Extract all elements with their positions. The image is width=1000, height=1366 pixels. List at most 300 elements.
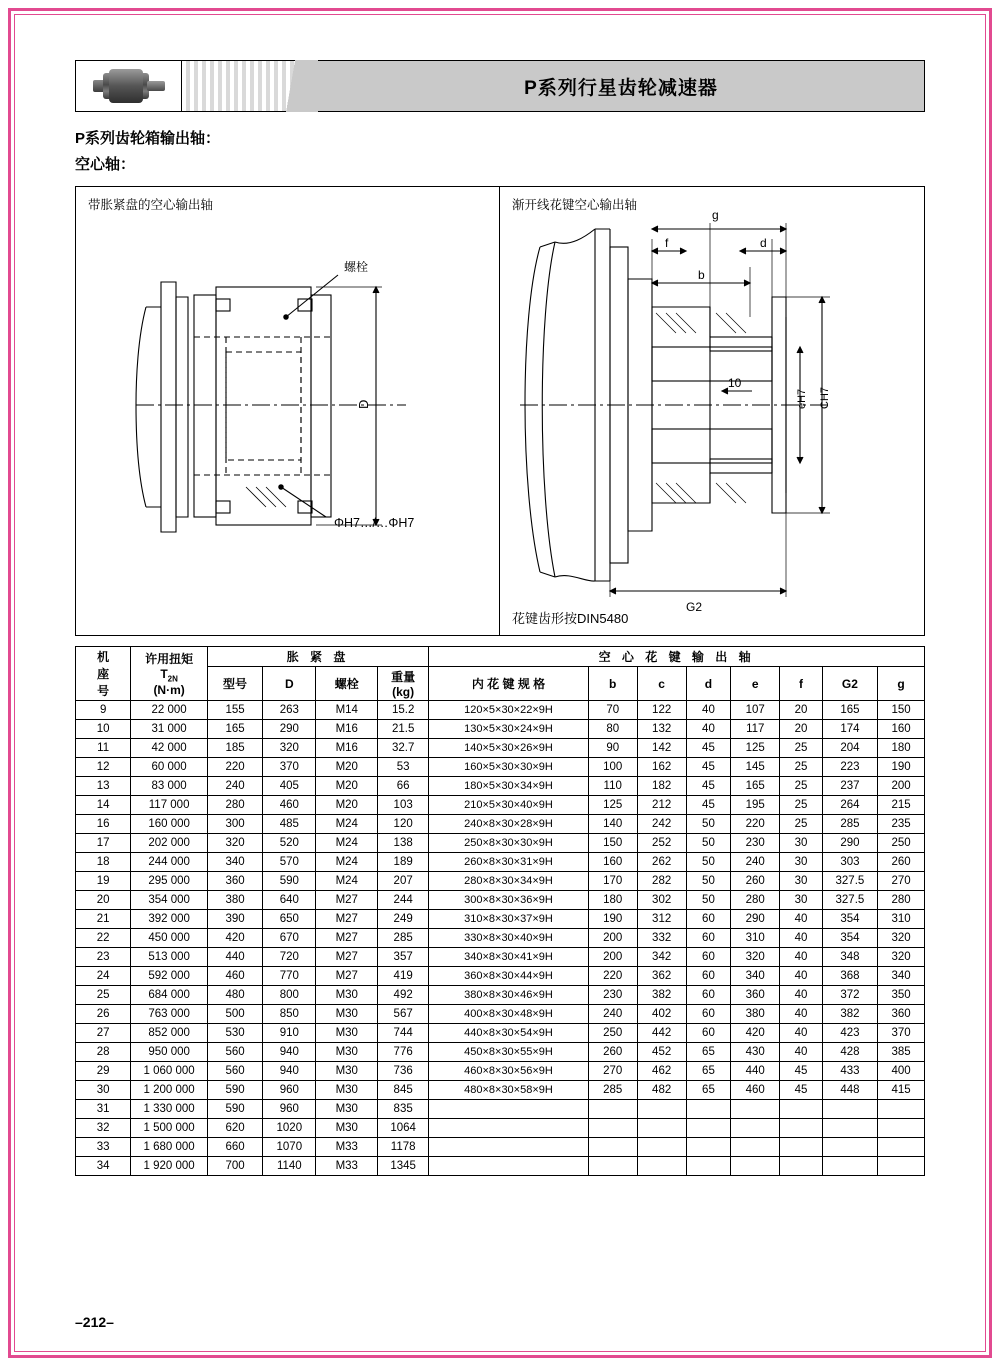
cell-c: 452 — [637, 1043, 686, 1062]
cell-d: 40 — [686, 701, 731, 720]
cell-torque: 117 000 — [131, 796, 208, 815]
cell-d: 65 — [686, 1081, 731, 1100]
cell-D: 320 — [263, 739, 316, 758]
cell-e: 460 — [731, 1081, 780, 1100]
cell-e: 310 — [731, 929, 780, 948]
cell-G2: 433 — [822, 1062, 877, 1081]
cell-c: 482 — [637, 1081, 686, 1100]
cell-model: 320 — [207, 834, 262, 853]
cell-g: 350 — [878, 986, 925, 1005]
cell-spline-spec — [429, 1138, 589, 1157]
table-row — [76, 1005, 925, 1024]
cell-c: 462 — [637, 1062, 686, 1081]
cell-g: 310 — [878, 910, 925, 929]
cell-weight: 32.7 — [378, 739, 429, 758]
cell-weight: 138 — [378, 834, 429, 853]
cell-weight: 189 — [378, 853, 429, 872]
cell-d: 50 — [686, 853, 731, 872]
cell-torque: 852 000 — [131, 1024, 208, 1043]
cell-bolt: M30 — [316, 1062, 378, 1081]
cell-f: 45 — [780, 1081, 823, 1100]
cell-spline-spec — [429, 1100, 589, 1119]
cell-e: 290 — [731, 910, 780, 929]
cell-b: 270 — [588, 1062, 637, 1081]
cell-torque: 244 000 — [131, 853, 208, 872]
cell-G2: 368 — [822, 967, 877, 986]
th-e: e — [731, 667, 780, 701]
cell-g: 360 — [878, 1005, 925, 1024]
cell-b: 160 — [588, 853, 637, 872]
cell-f: 30 — [780, 834, 823, 853]
cell-D: 940 — [263, 1062, 316, 1081]
cell-weight: 1064 — [378, 1119, 429, 1138]
cell-D: 405 — [263, 777, 316, 796]
th-model: 型号 — [207, 667, 262, 701]
shrink-disc-drawing — [76, 187, 501, 637]
cell-spline-spec: 140×5×30×26×9H — [429, 739, 589, 758]
table-row — [76, 1119, 925, 1138]
cell-frame-size: 20 — [76, 891, 131, 910]
cell-model: 480 — [207, 986, 262, 1005]
cell-D: 800 — [263, 986, 316, 1005]
cell-spline-spec: 180×5×30×34×9H — [429, 777, 589, 796]
cell-g: 160 — [878, 720, 925, 739]
table-header-row-1 — [76, 647, 925, 667]
cell-f: 40 — [780, 1043, 823, 1062]
cell-e — [731, 1100, 780, 1119]
cell-weight: 835 — [378, 1100, 429, 1119]
cell-bolt: M20 — [316, 758, 378, 777]
cell-torque: 83 000 — [131, 777, 208, 796]
th-frame-size: 机 座 号 — [76, 647, 131, 701]
cell-e: 380 — [731, 1005, 780, 1024]
cell-d: 45 — [686, 796, 731, 815]
cell-g: 260 — [878, 853, 925, 872]
cell-e: 360 — [731, 986, 780, 1005]
cell-bolt: M20 — [316, 796, 378, 815]
cell-c: 282 — [637, 872, 686, 891]
cell-g: 415 — [878, 1081, 925, 1100]
cell-c: 302 — [637, 891, 686, 910]
cell-torque: 60 000 — [131, 758, 208, 777]
cell-D: 520 — [263, 834, 316, 853]
cell-G2: 348 — [822, 948, 877, 967]
cell-weight: 736 — [378, 1062, 429, 1081]
cell-b: 90 — [588, 739, 637, 758]
table-row — [76, 853, 925, 872]
cell-spline-spec: 400×8×30×48×9H — [429, 1005, 589, 1024]
cell-frame-size: 26 — [76, 1005, 131, 1024]
cell-D: 1020 — [263, 1119, 316, 1138]
cell-D: 1070 — [263, 1138, 316, 1157]
cell-torque: 42 000 — [131, 739, 208, 758]
cell-c: 442 — [637, 1024, 686, 1043]
cell-D: 570 — [263, 853, 316, 872]
table-row — [76, 1043, 925, 1062]
cell-D: 640 — [263, 891, 316, 910]
cell-frame-size: 34 — [76, 1157, 131, 1176]
cell-e: 430 — [731, 1043, 780, 1062]
page-number: –212– — [75, 1314, 114, 1330]
cell-G2: 223 — [822, 758, 877, 777]
cell-frame-size: 10 — [76, 720, 131, 739]
table-row — [76, 1157, 925, 1176]
label-g: g — [712, 208, 719, 222]
cell-c: 132 — [637, 720, 686, 739]
cell-bolt: M24 — [316, 834, 378, 853]
cell-f: 25 — [780, 777, 823, 796]
cell-f — [780, 1157, 823, 1176]
th-b: b — [588, 667, 637, 701]
table-row — [76, 758, 925, 777]
cell-c: 242 — [637, 815, 686, 834]
cell-f: 40 — [780, 929, 823, 948]
cell-spline-spec: 280×8×30×34×9H — [429, 872, 589, 891]
cell-model: 165 — [207, 720, 262, 739]
cell-torque: 22 000 — [131, 701, 208, 720]
cell-spline-spec: 120×5×30×22×9H — [429, 701, 589, 720]
cell-D: 650 — [263, 910, 316, 929]
table-row — [76, 872, 925, 891]
cell-D: 960 — [263, 1100, 316, 1119]
cell-D: 770 — [263, 967, 316, 986]
cell-model: 560 — [207, 1062, 262, 1081]
th-weight: 重量 (kg) — [378, 667, 429, 701]
cell-e: 107 — [731, 701, 780, 720]
table-row — [76, 701, 925, 720]
cell-f — [780, 1100, 823, 1119]
cell-weight: 244 — [378, 891, 429, 910]
table-row — [76, 910, 925, 929]
cell-model: 530 — [207, 1024, 262, 1043]
cell-spline-spec: 460×8×30×56×9H — [429, 1062, 589, 1081]
table-row — [76, 948, 925, 967]
cell-D: 590 — [263, 872, 316, 891]
cell-g — [878, 1138, 925, 1157]
cell-frame-size: 30 — [76, 1081, 131, 1100]
cell-G2: 423 — [822, 1024, 877, 1043]
cell-weight: 776 — [378, 1043, 429, 1062]
cell-g: 320 — [878, 948, 925, 967]
cell-D: 290 — [263, 720, 316, 739]
label-fit: ΦH7…/…ΦH7 — [334, 516, 415, 530]
cell-G2: 327.5 — [822, 872, 877, 891]
cell-D: 670 — [263, 929, 316, 948]
cell-bolt: M16 — [316, 720, 378, 739]
cell-b: 230 — [588, 986, 637, 1005]
cell-e: 165 — [731, 777, 780, 796]
cell-d: 60 — [686, 948, 731, 967]
cell-b: 260 — [588, 1043, 637, 1062]
cell-g: 280 — [878, 891, 925, 910]
cell-model: 700 — [207, 1157, 262, 1176]
cell-weight: 249 — [378, 910, 429, 929]
cell-spline-spec: 130×5×30×24×9H — [429, 720, 589, 739]
cell-b: 220 — [588, 967, 637, 986]
table-row — [76, 739, 925, 758]
cell-model: 380 — [207, 891, 262, 910]
cell-e: 230 — [731, 834, 780, 853]
cell-bolt: M24 — [316, 872, 378, 891]
cell-weight: 419 — [378, 967, 429, 986]
figure-shrink-disc — [76, 187, 500, 635]
cell-weight: 845 — [378, 1081, 429, 1100]
cell-g: 270 — [878, 872, 925, 891]
cell-e — [731, 1119, 780, 1138]
cell-g: 235 — [878, 815, 925, 834]
cell-bolt: M30 — [316, 1100, 378, 1119]
cell-b — [588, 1100, 637, 1119]
cell-c: 182 — [637, 777, 686, 796]
cell-G2: 354 — [822, 910, 877, 929]
table-row — [76, 891, 925, 910]
cell-b: 250 — [588, 1024, 637, 1043]
cell-torque: 31 000 — [131, 720, 208, 739]
cell-d — [686, 1119, 731, 1138]
cell-bolt: M30 — [316, 1043, 378, 1062]
cell-d: 65 — [686, 1062, 731, 1081]
cell-weight: 567 — [378, 1005, 429, 1024]
cell-d — [686, 1157, 731, 1176]
cell-D: 850 — [263, 1005, 316, 1024]
cell-bolt: M27 — [316, 929, 378, 948]
cell-G2: 165 — [822, 701, 877, 720]
cell-g: 200 — [878, 777, 925, 796]
label-G2: G2 — [686, 600, 703, 614]
cell-f: 30 — [780, 891, 823, 910]
cell-model: 440 — [207, 948, 262, 967]
cell-b: 150 — [588, 834, 637, 853]
cell-model: 240 — [207, 777, 262, 796]
cell-b: 125 — [588, 796, 637, 815]
cell-model: 390 — [207, 910, 262, 929]
cell-f: 40 — [780, 948, 823, 967]
cell-frame-size: 12 — [76, 758, 131, 777]
cell-d — [686, 1100, 731, 1119]
cell-e: 420 — [731, 1024, 780, 1043]
specification-table — [75, 646, 925, 1176]
cell-torque: 1 680 000 — [131, 1138, 208, 1157]
cell-G2: 354 — [822, 929, 877, 948]
cell-c: 342 — [637, 948, 686, 967]
cell-c — [637, 1157, 686, 1176]
cell-spline-spec: 340×8×30×41×9H — [429, 948, 589, 967]
cell-c: 162 — [637, 758, 686, 777]
cell-torque: 763 000 — [131, 1005, 208, 1024]
table-row — [76, 967, 925, 986]
cell-g: 385 — [878, 1043, 925, 1062]
label-f: f — [665, 236, 669, 250]
cell-b: 200 — [588, 948, 637, 967]
cell-frame-size: 32 — [76, 1119, 131, 1138]
th-spline-spec: 内 花 键 规 格 — [429, 667, 589, 701]
cell-d: 65 — [686, 1043, 731, 1062]
th-group-shrink-disc: 胀 紧 盘 — [207, 647, 428, 667]
cell-frame-size: 22 — [76, 929, 131, 948]
cell-bolt: M30 — [316, 1081, 378, 1100]
cell-f: 25 — [780, 815, 823, 834]
cell-torque: 295 000 — [131, 872, 208, 891]
cell-spline-spec: 240×8×30×28×9H — [429, 815, 589, 834]
cell-b — [588, 1138, 637, 1157]
cell-f: 25 — [780, 796, 823, 815]
cell-weight: 357 — [378, 948, 429, 967]
th-g: g — [878, 667, 925, 701]
cell-g: 370 — [878, 1024, 925, 1043]
cell-spline-spec: 360×8×30×44×9H — [429, 967, 589, 986]
cell-torque: 950 000 — [131, 1043, 208, 1062]
cell-spline-spec: 260×8×30×31×9H — [429, 853, 589, 872]
cell-spline-spec: 380×8×30×46×9H — [429, 986, 589, 1005]
cell-e: 195 — [731, 796, 780, 815]
label-d: d — [760, 236, 767, 250]
cell-frame-size: 29 — [76, 1062, 131, 1081]
th-torque: 许用扭矩 $T_{2N}$ (N·m) — [131, 647, 208, 701]
cell-torque: 1 500 000 — [131, 1119, 208, 1138]
cell-torque: 202 000 — [131, 834, 208, 853]
cell-G2: 448 — [822, 1081, 877, 1100]
cell-spline-spec: 480×8×30×58×9H — [429, 1081, 589, 1100]
cell-D: 960 — [263, 1081, 316, 1100]
cell-torque: 392 000 — [131, 910, 208, 929]
cell-G2 — [822, 1119, 877, 1138]
cell-weight: 21.5 — [378, 720, 429, 739]
cell-c: 312 — [637, 910, 686, 929]
cell-frame-size: 28 — [76, 1043, 131, 1062]
cell-model: 340 — [207, 853, 262, 872]
cell-weight: 492 — [378, 986, 429, 1005]
cell-model: 185 — [207, 739, 262, 758]
cell-f: 25 — [780, 739, 823, 758]
cell-f: 30 — [780, 872, 823, 891]
cell-G2: 428 — [822, 1043, 877, 1062]
cell-f: 30 — [780, 853, 823, 872]
th-D: D — [263, 667, 316, 701]
cell-weight: 120 — [378, 815, 429, 834]
table-row — [76, 986, 925, 1005]
cell-bolt: M30 — [316, 1005, 378, 1024]
cell-torque: 684 000 — [131, 986, 208, 1005]
intro-line-2: 空心轴： — [75, 156, 136, 173]
cell-e: 340 — [731, 967, 780, 986]
cell-b: 180 — [588, 891, 637, 910]
cell-g: 180 — [878, 739, 925, 758]
cell-frame-size: 19 — [76, 872, 131, 891]
label-D: D — [356, 399, 371, 409]
cell-f: 40 — [780, 1024, 823, 1043]
cell-b — [588, 1119, 637, 1138]
cell-spline-spec: 450×8×30×55×9H — [429, 1043, 589, 1062]
cell-b: 170 — [588, 872, 637, 891]
cell-spline-spec — [429, 1157, 589, 1176]
cell-torque: 160 000 — [131, 815, 208, 834]
cell-spline-spec: 310×8×30×37×9H — [429, 910, 589, 929]
th-bolt: 螺栓 — [316, 667, 378, 701]
cell-g: 150 — [878, 701, 925, 720]
cell-spline-spec: 210×5×30×40×9H — [429, 796, 589, 815]
table-row — [76, 1081, 925, 1100]
cell-d: 50 — [686, 815, 731, 834]
cell-frame-size: 11 — [76, 739, 131, 758]
spline-shaft-drawing — [500, 187, 925, 637]
cell-d: 60 — [686, 929, 731, 948]
cell-c: 122 — [637, 701, 686, 720]
cell-frame-size: 27 — [76, 1024, 131, 1043]
cell-model: 300 — [207, 815, 262, 834]
cell-weight: 53 — [378, 758, 429, 777]
cell-d — [686, 1138, 731, 1157]
th-c: c — [637, 667, 686, 701]
cell-e: 220 — [731, 815, 780, 834]
cell-frame-size: 21 — [76, 910, 131, 929]
cell-G2: 237 — [822, 777, 877, 796]
cell-G2: 303 — [822, 853, 877, 872]
cell-bolt: M27 — [316, 910, 378, 929]
cell-model: 155 — [207, 701, 262, 720]
cell-weight: 103 — [378, 796, 429, 815]
cell-spline-spec: 330×8×30×40×9H — [429, 929, 589, 948]
cell-weight: 285 — [378, 929, 429, 948]
cell-G2: 372 — [822, 986, 877, 1005]
cell-torque: 1 330 000 — [131, 1100, 208, 1119]
cell-e: 320 — [731, 948, 780, 967]
cell-bolt: M14 — [316, 701, 378, 720]
cell-e: 145 — [731, 758, 780, 777]
cell-bolt: M30 — [316, 986, 378, 1005]
cell-g: 190 — [878, 758, 925, 777]
cell-G2: 204 — [822, 739, 877, 758]
cell-d: 60 — [686, 1024, 731, 1043]
cell-model: 360 — [207, 872, 262, 891]
cell-model: 590 — [207, 1081, 262, 1100]
cell-bolt: M30 — [316, 1024, 378, 1043]
cell-f — [780, 1138, 823, 1157]
cell-D: 910 — [263, 1024, 316, 1043]
cell-c: 402 — [637, 1005, 686, 1024]
cell-e — [731, 1138, 780, 1157]
cell-c: 252 — [637, 834, 686, 853]
cell-d: 60 — [686, 986, 731, 1005]
cell-D: 460 — [263, 796, 316, 815]
cell-frame-size: 33 — [76, 1138, 131, 1157]
table-row — [76, 1062, 925, 1081]
cell-b: 140 — [588, 815, 637, 834]
th-f: f — [780, 667, 823, 701]
cell-frame-size: 17 — [76, 834, 131, 853]
cell-e: 240 — [731, 853, 780, 872]
cell-D: 1140 — [263, 1157, 316, 1176]
figure-left-caption: 带胀紧盘的空心输出轴 — [88, 198, 214, 212]
cell-frame-size: 25 — [76, 986, 131, 1005]
cell-torque: 1 920 000 — [131, 1157, 208, 1176]
cell-b — [588, 1157, 637, 1176]
cell-model: 590 — [207, 1100, 262, 1119]
cell-weight: 66 — [378, 777, 429, 796]
figures-panel — [75, 186, 925, 636]
cell-torque: 592 000 — [131, 967, 208, 986]
cell-D: 940 — [263, 1043, 316, 1062]
cell-g: 400 — [878, 1062, 925, 1081]
cell-bolt: M30 — [316, 1119, 378, 1138]
cell-D: 720 — [263, 948, 316, 967]
cell-bolt: M27 — [316, 967, 378, 986]
cell-f: 40 — [780, 1005, 823, 1024]
cell-e: 125 — [731, 739, 780, 758]
cell-D: 370 — [263, 758, 316, 777]
cell-G2: 264 — [822, 796, 877, 815]
cell-c — [637, 1119, 686, 1138]
table-row — [76, 929, 925, 948]
